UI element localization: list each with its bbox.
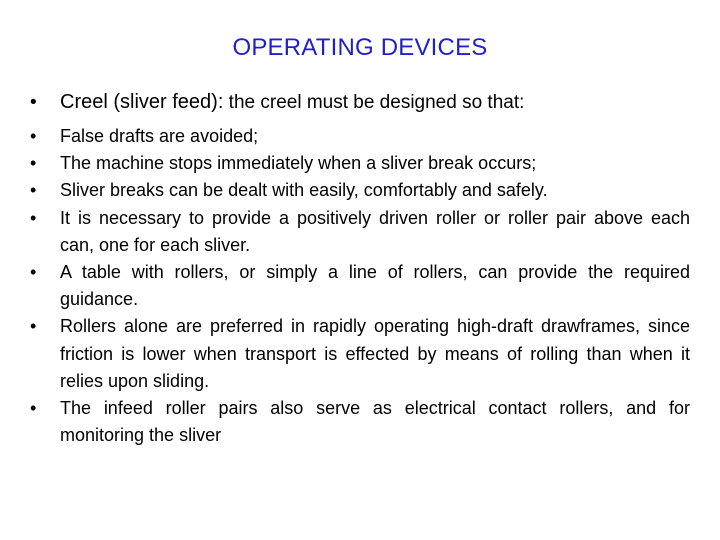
list-item-text: Rollers alone are preferred in rapidly operating high-draft drawframes, since friction is lower when transport is effected by means of rolling than when it relies upon sliding. bbox=[60, 316, 690, 391]
slide-title: OPERATING DEVICES bbox=[232, 34, 488, 61]
creel-heading-text: the creel must be designed so that: bbox=[223, 92, 525, 113]
bullet-glyph: • bbox=[30, 153, 37, 174]
list-item bbox=[30, 395, 690, 449]
list-item bbox=[30, 259, 690, 313]
list-item-text: The infeed roller pairs also serve as electrical contact rollers, and for monitoring the sliver bbox=[60, 398, 690, 446]
list-item-text: The machine stops immediately when a sliver break occurs; bbox=[60, 153, 537, 174]
requirements-list bbox=[30, 123, 690, 449]
bullet-glyph: • bbox=[30, 207, 37, 228]
list-item bbox=[30, 150, 690, 177]
creel-heading-label: Creel (sliver feed): bbox=[60, 91, 224, 113]
bullet-glyph: • bbox=[30, 126, 37, 146]
list-item-text: False drafts are avoided; bbox=[60, 126, 259, 146]
bullet-glyph: • bbox=[30, 316, 37, 337]
list-item-text: A table with rollers, or simply a line of rollers, can provide the required guidance. bbox=[60, 262, 690, 310]
list-item-text: It is necessary to provide a positively driven roller or roller pair above each can, one for each sliver. bbox=[60, 207, 690, 255]
bullet-glyph: • bbox=[30, 92, 37, 113]
bullet-glyph: • bbox=[30, 398, 37, 419]
list-item bbox=[30, 313, 690, 395]
list-item bbox=[30, 205, 690, 259]
creel-heading bbox=[30, 88, 700, 117]
bullet-glyph: • bbox=[30, 262, 37, 283]
list-item bbox=[30, 177, 690, 204]
list-item bbox=[30, 123, 690, 150]
list-item-text: Sliver breaks can be dealt with easily, comfortably and safely. bbox=[60, 180, 548, 201]
bullet-glyph: • bbox=[30, 180, 37, 201]
